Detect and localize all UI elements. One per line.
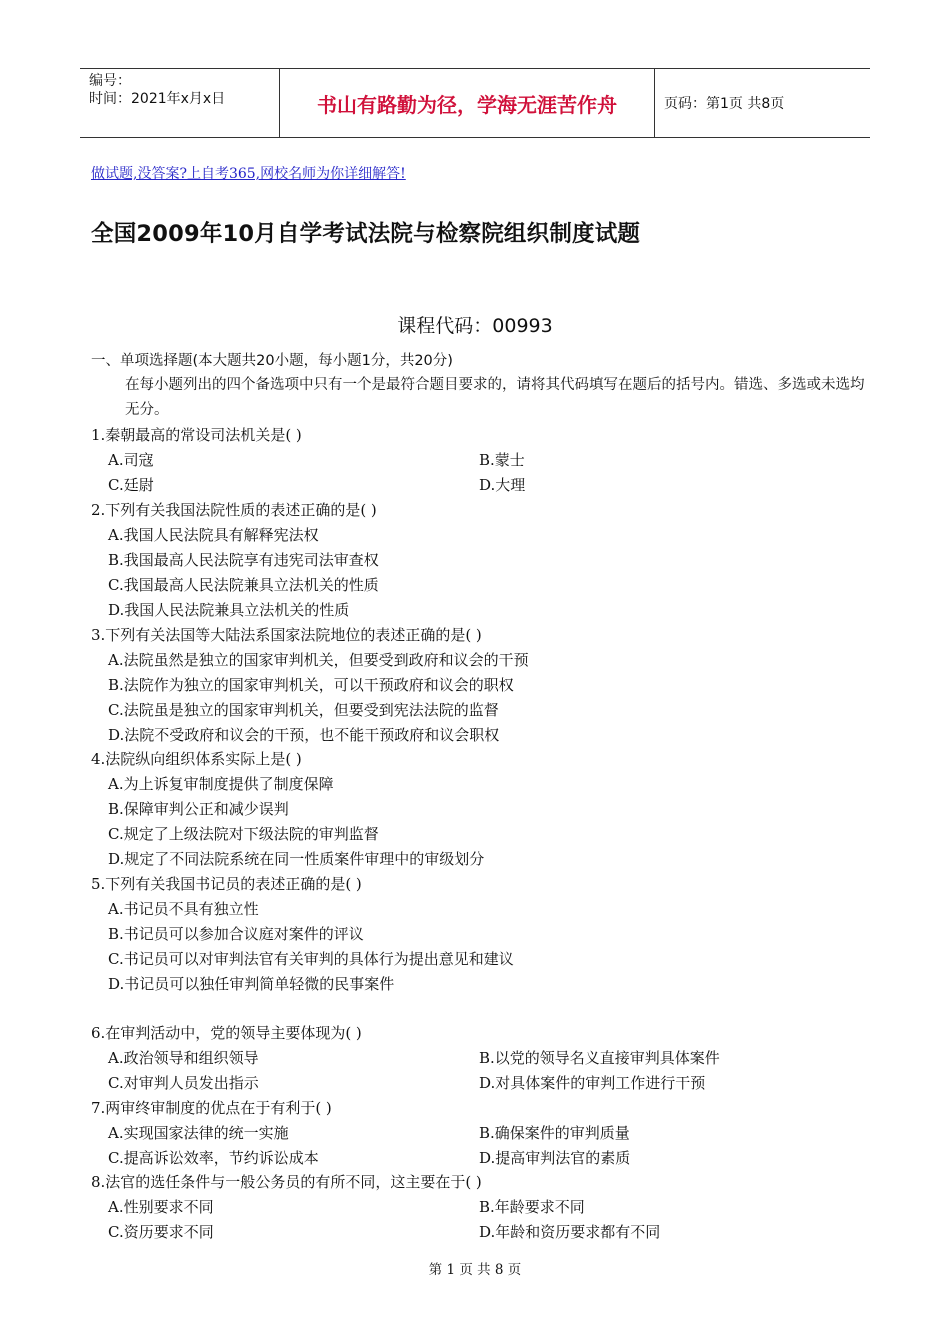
header-motto: 书山有路勤为径，学海无涯苦作舟 — [280, 69, 655, 137]
question-6-option-b: B.以党的领导名义直接审判具体案件 — [479, 1049, 720, 1067]
question-2-option-a: A.我国人民法院具有解释宪法权 — [108, 526, 319, 544]
exam-title: 全国2009年10月自学考试法院与检察院组织制度试题 — [91, 221, 641, 247]
question-4-option-d: D.规定了不同法院系统在同一性质案件审理中的审级划分 — [108, 850, 485, 868]
question-3: 3.下列有关法国等大陆法系国家法院地位的表述正确的是( ) — [91, 626, 482, 644]
question-1: 1.秦朝最高的常设司法机关是( ) — [91, 426, 302, 444]
question-6-option-a: A.政治领导和组织领导 — [108, 1049, 259, 1067]
question-1-option-c: C.廷尉 — [108, 476, 154, 494]
question-6: 6.在审判活动中，党的领导主要体现为( ) — [91, 1024, 362, 1042]
question-6-option-c: C.对审判人员发出指示 — [108, 1074, 259, 1092]
question-7-option-c: C.提高诉讼效率，节约诉讼成本 — [108, 1149, 319, 1167]
page-footer: 第 1 页 共 8 页 — [428, 1262, 522, 1278]
course-code: 课程代码：00993 — [397, 315, 553, 337]
question-5-option-b: B.书记员可以参加合议庭对案件的评议 — [108, 925, 364, 943]
question-7-option-d: D.提高审判法官的素质 — [479, 1149, 631, 1167]
question-6-option-d: D.对具体案件的审判工作进行干预 — [479, 1074, 706, 1092]
question-8-option-d: D.年龄和资历要求都有不同 — [479, 1223, 661, 1241]
question-2-option-d: D.我国人民法院兼具立法机关的性质 — [108, 601, 350, 619]
question-2: 2.下列有关我国法院性质的表述正确的是( ) — [91, 501, 377, 519]
question-4-option-c: C.规定了上级法院对下级法院的审判监督 — [108, 825, 379, 843]
page-header — [80, 68, 870, 138]
question-3-option-c: C.法院虽是独立的国家审判机关，但要受到宪法法院的监督 — [108, 701, 499, 719]
question-4-option-b: B.保障审判公正和减少误判 — [108, 800, 289, 818]
question-3-option-d: D.法院不受政府和议会的干预，也不能干预政府和议会职权 — [108, 726, 500, 744]
question-5-option-c: C.书记员可以对审判法官有关审判的具体行为提出意见和建议 — [108, 950, 514, 968]
header-page-info: 页码：第1页 共8页 — [664, 96, 785, 112]
question-1-option-a: A.司寇 — [108, 451, 154, 469]
question-3-option-a: A.法院虽然是独立的国家审判机关，但要受到政府和议会的干预 — [108, 651, 529, 669]
question-4: 4.法院纵向组织体系实际上是( ) — [91, 750, 302, 768]
number-label: 编号： — [89, 73, 131, 89]
question-3-option-b: B.法院作为独立的国家审判机关，可以干预政府和议会的职权 — [108, 676, 514, 694]
question-8: 8.法官的选任条件与一般公务员的有所不同，这主要在于( ) — [91, 1173, 482, 1191]
question-5: 5.下列有关我国书记员的表述正确的是( ) — [91, 875, 362, 893]
time-label: 时间：2021年x月x日 — [89, 91, 226, 107]
question-1-option-b: B.蒙士 — [479, 451, 525, 469]
question-5-option-a: A.书记员不具有独立性 — [108, 900, 259, 918]
question-7-option-b: B.确保案件的审判质量 — [479, 1124, 630, 1142]
section-heading: 一、单项选择题(本大题共20小题，每小题1分，共20分) — [91, 353, 453, 369]
question-7: 7.两审终审制度的优点在于有利于( ) — [91, 1099, 332, 1117]
question-8-option-b: B.年龄要求不同 — [479, 1198, 585, 1216]
question-8-option-a: A.性别要求不同 — [108, 1198, 214, 1216]
ad-link[interactable]: 做试题,没答案?上自考365,网校名师为你详细解答! — [91, 166, 406, 182]
question-8-option-c: C.资历要求不同 — [108, 1223, 214, 1241]
question-2-option-c: C.我国最高人民法院兼具立法机关的性质 — [108, 576, 379, 594]
header-meta — [80, 69, 280, 137]
question-5-option-d: D.书记员可以独任审判简单轻微的民事案件 — [108, 975, 395, 993]
question-1-option-d: D.大理 — [479, 476, 526, 494]
question-4-option-a: A.为上诉复审制度提供了制度保障 — [108, 775, 334, 793]
question-7-option-a: A.实现国家法律的统一实施 — [108, 1124, 289, 1142]
question-2-option-b: B.我国最高人民法院享有违宪司法审查权 — [108, 551, 379, 569]
section-instructions: 在每小题列出的四个备选项中只有一个是最符合题目要求的，请将其代码填写在题后的括号内。错选、多选或未选均无分。 — [125, 377, 865, 418]
